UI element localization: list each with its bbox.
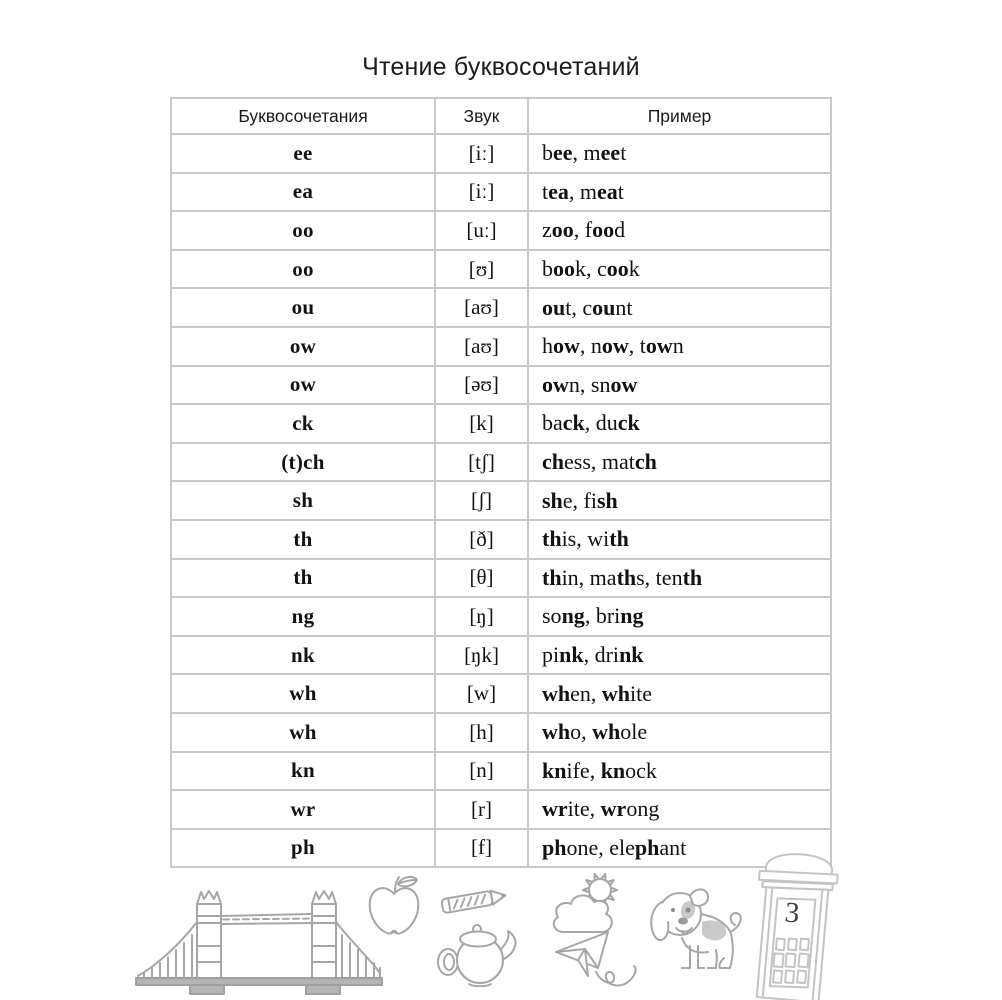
table-row: [171, 443, 831, 482]
sound-cell: [k]: [435, 404, 528, 443]
combo-cell: (t)ch: [171, 443, 435, 482]
table-body: [171, 134, 831, 867]
table-header: [171, 98, 831, 134]
sound-cell: [ŋk]: [435, 636, 528, 675]
combo-cell: ow: [171, 327, 435, 366]
combo-cell: sh: [171, 481, 435, 520]
table-row: [171, 790, 831, 829]
example-cell: book, cook: [528, 250, 831, 289]
combo-cell: ck: [171, 404, 435, 443]
page-title: Чтение буквосочетаний: [362, 53, 640, 81]
table-row: [171, 481, 831, 520]
combo-cell: ee: [171, 134, 435, 173]
sound-cell: [θ]: [435, 559, 528, 598]
combo-cell: wh: [171, 713, 435, 752]
example-cell: song, bring: [528, 597, 831, 636]
combo-cell: wr: [171, 790, 435, 829]
table-row: [171, 327, 831, 366]
example-cell: she, fish: [528, 481, 831, 520]
sound-cell: [aʊ]: [435, 288, 528, 327]
example-cell: bee, meet: [528, 134, 831, 173]
example-cell: back, duck: [528, 404, 831, 443]
sound-cell: [iː]: [435, 134, 528, 173]
header-row: [171, 98, 831, 134]
table-row: [171, 288, 831, 327]
combo-cell: ng: [171, 597, 435, 636]
table-row: [171, 713, 831, 752]
table-row: [171, 636, 831, 675]
table-row: [171, 250, 831, 289]
page-number: 3: [783, 896, 801, 930]
combo-cell: ea: [171, 173, 435, 212]
example-cell: own, snow: [528, 366, 831, 405]
sound-cell: [aʊ]: [435, 327, 528, 366]
paper-plane-doodle: [552, 928, 648, 988]
table-row: [171, 829, 831, 868]
example-cell: out, count: [528, 288, 831, 327]
sound-cell: [ð]: [435, 520, 528, 559]
example-cell: thin, maths, tenth: [528, 559, 831, 598]
table-row: [171, 134, 831, 173]
sound-cell: [iː]: [435, 173, 528, 212]
combo-cell: wh: [171, 674, 435, 713]
table-row: [171, 597, 831, 636]
apple-doodle: [366, 874, 422, 938]
col-header-example: Пример: [528, 98, 831, 134]
table-row: [171, 559, 831, 598]
combo-cell: kn: [171, 752, 435, 791]
puppy-doodle: [646, 884, 746, 976]
example-cell: knife, knock: [528, 752, 831, 791]
example-cell: zoo, food: [528, 211, 831, 250]
sound-cell: [w]: [435, 674, 528, 713]
example-cell: pink, drink: [528, 636, 831, 675]
table-row: [171, 520, 831, 559]
example-cell: how, now, town: [528, 327, 831, 366]
table-row: [171, 173, 831, 212]
combo-cell: ph: [171, 829, 435, 868]
combo-cell: th: [171, 559, 435, 598]
sound-cell: [uː]: [435, 211, 528, 250]
combo-cell: nk: [171, 636, 435, 675]
combo-cell: oo: [171, 211, 435, 250]
sound-cell: [tʃ]: [435, 443, 528, 482]
table-row: [171, 674, 831, 713]
sound-cell: [r]: [435, 790, 528, 829]
example-cell: tea, meat: [528, 173, 831, 212]
combo-cell: ow: [171, 366, 435, 405]
example-cell: this, with: [528, 520, 831, 559]
example-cell: who, whole: [528, 713, 831, 752]
combo-cell: ou: [171, 288, 435, 327]
sound-cell: [əʊ]: [435, 366, 528, 405]
combo-cell: oo: [171, 250, 435, 289]
example-cell: when, white: [528, 674, 831, 713]
table-row: [171, 752, 831, 791]
sound-cell: [h]: [435, 713, 528, 752]
sound-cell: [ʊ]: [435, 250, 528, 289]
example-cell: chess, match: [528, 443, 831, 482]
letter-combinations-table: [170, 97, 832, 868]
pencil-doodle: [436, 882, 510, 920]
tower-bridge-doodle: [134, 890, 384, 994]
table-row: [171, 211, 831, 250]
example-cell: write, wrong: [528, 790, 831, 829]
sound-cell: [ʃ]: [435, 481, 528, 520]
sound-cell: [ŋ]: [435, 597, 528, 636]
table-row: [171, 366, 831, 405]
sound-cell: [f]: [435, 829, 528, 868]
example-cell: phone, elephant: [528, 829, 831, 868]
combo-cell: th: [171, 520, 435, 559]
col-header-combinations: Буквосочетания: [171, 98, 435, 134]
sound-cell: [n]: [435, 752, 528, 791]
table-row: [171, 404, 831, 443]
teapot-doodle: [436, 918, 520, 988]
col-header-sound: Звук: [435, 98, 528, 134]
